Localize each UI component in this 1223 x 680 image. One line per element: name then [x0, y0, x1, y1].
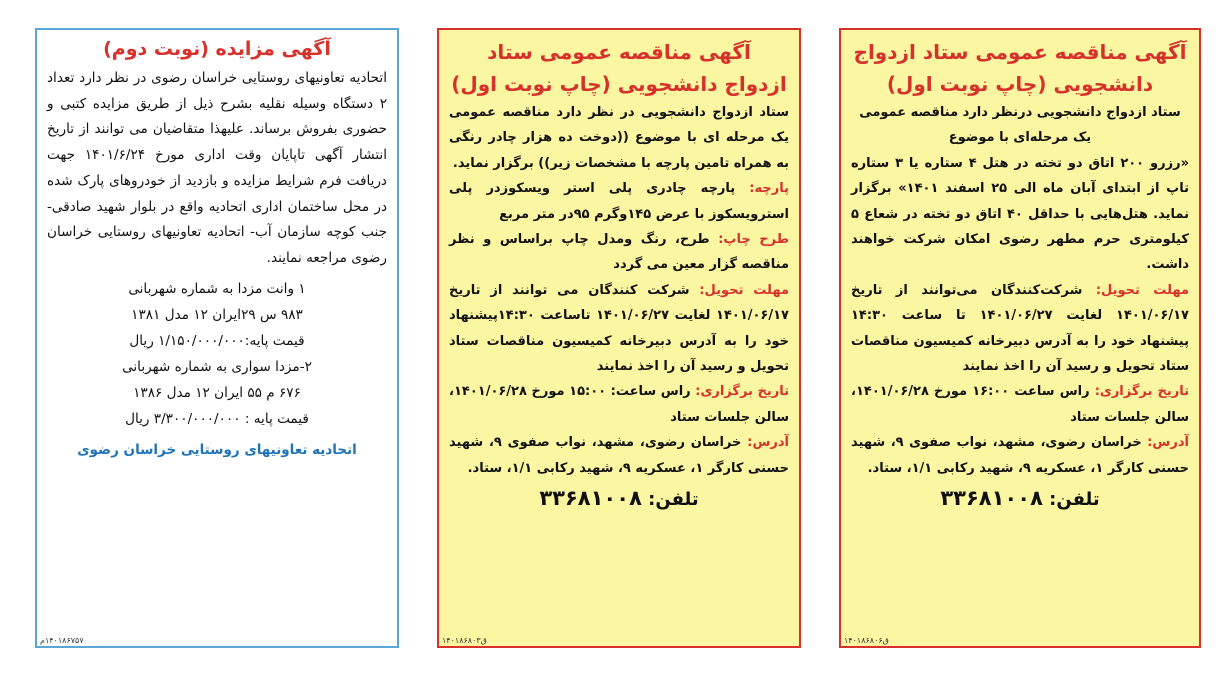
date-text: راس ساعت: ۱۵:۰۰ مورخ ۱۴۰۱/۰۶/۲۸، سالن جلسات ستاد	[449, 384, 789, 425]
tender-intro: ستاد ازدواج دانشجویی در نظر دارد مناقصه عمومی یک مرحله ای با موضوع ((دوخت ده هزار چادر رنگی به همراه تامین پارچه با مشخصات زیر)) برگزار نماید.	[449, 105, 789, 171]
fabric-spec	[449, 176, 789, 227]
title-line: آگهی مناقصه عمومی ستاد ازدواج	[853, 40, 1187, 64]
ad-code: ق۱۴۰۱۸۶۸۰۳	[442, 636, 487, 645]
deadline-section	[851, 278, 1189, 380]
auction-signature: اتحادیه تعاونیهای روستایی خراسان رضوی	[77, 441, 357, 458]
tender-ad-chador	[437, 28, 801, 648]
tender-title	[851, 36, 1189, 100]
deadline-text: شرکت‌کنندگان می‌توانند از تاریخ ۱۴۰۱/۰۶/۱۷ لغایت ۱۴۰۱/۰۶/۲۷ تا ساعت ۱۴:۳۰ پیشنهاد خود را به آدرس دبیرخانه کمیسیون مناقصات ستاد تحویل و رسید آن را اخذ نمایند	[851, 282, 1189, 375]
date-label: تاریخ برگزاری:	[1094, 384, 1189, 400]
date-label: تاریخ برگزاری:	[695, 384, 789, 400]
auction-body: اتحادیه تعاونیهای روستایی خراسان رضوی در نظر دارد تعداد ۲ دستگاه وسیله نقلیه بشرح ذیل از طریق مزایده کتبی و حضوری بفروش برساند. علیهذا متقاضیان می توانند از تاریخ انتشار آگهی تاپایان وقت اداری مورخ ۱۴۰۱/۶/۲۴ جهت دریافت فرم شرایط مزایده و بازدید از خودروهای پارک شده در محل ساختمان اداری اتحادیه واقع در بلوار شهید صادقی-جنب کوچه سازمان آب- اتحادیه تعاونیهای روستایی خراسان رضوی مراجعه نمایند.	[47, 70, 387, 266]
date-section	[449, 379, 789, 430]
tender-subject: «رزرو ۲۰۰ اتاق دو تخته در هتل ۴ ستاره یا ۳ ستاره تاپ از ابتدای آبان ماه الی ۲۵ اسفند ۱۴۰۱» برگزار نماید. هتل‌هایی با حداقل ۴۰ اتاق دو تخته در شعاع ۵ کیلومتری حرم مطهر رضوی امکان شرکت خواهند داشت.	[851, 155, 1189, 273]
vehicle-line: قیمت پایه:۱/۱۵۰/۰۰۰/۰۰۰ ریال	[129, 332, 305, 349]
address-label: آدرس:	[747, 435, 789, 451]
ad-code: ۱۴۰۱۸۶۷۵۷م	[40, 636, 84, 645]
auction-ad	[35, 28, 399, 648]
vehicle-line: ۱ وانت مزدا به شماره شهربانی	[128, 280, 306, 297]
title-line: دانشجویی (چاپ نوبت اول)	[886, 72, 1154, 96]
vehicle-line: ۲-مزدا سواری به شماره شهربانی	[122, 358, 312, 375]
vehicle-line: ۹۸۳ س ۲۹ایران ۱۲ مدل ۱۳۸۱	[131, 306, 303, 323]
phone-label: تلفن:	[648, 489, 699, 511]
address-label: آدرس:	[1147, 435, 1189, 451]
phone-number: ۳۳۶۸۱۰۰۸	[940, 486, 1043, 511]
vehicle-line: قیمت پایه : ۳/۳۰۰/۰۰۰/۰۰۰ ریال	[125, 410, 309, 427]
phone-number: ۳۳۶۸۱۰۰۸	[539, 486, 642, 511]
tender-intro: ستاد ازدواج دانشجویی درنظر دارد مناقصه عمومی یک مرحله‌ای با موضوع	[859, 105, 1181, 146]
phone-label: تلفن:	[1049, 489, 1100, 511]
vehicle-line: ۶۷۶ م ۵۵ ایران ۱۲ مدل ۱۳۸۶	[133, 384, 301, 401]
auction-title: آگهی مزایده (نوبت دوم)	[103, 38, 331, 60]
address-section	[449, 430, 789, 481]
print-text: طرح، رنگ ومدل چاپ براساس و نظر مناقصه گزار معین می گردد	[449, 232, 789, 273]
deadline-label: مهلت تحویل:	[1095, 282, 1190, 298]
tender-title	[449, 36, 789, 100]
fabric-text: پارچه چادری پلی استر ویسکوزدر پلی استرویسکوز با عرض ۱۴۵وگرم ۹۵در متر مربع	[449, 181, 789, 222]
address-text: خراسان رضوی، مشهد، نواب صفوی ۹، شهید حسنی کارگر ۱، عسکریه ۹، شهید رکابی ۱/۱، ستاد.	[851, 435, 1189, 476]
deadline-text: شرکت کنندگان می توانند از تاریخ ۱۴۰۱/۰۶/۱۷ لغایت ۱۴۰۱/۰۶/۲۷ تاساعت ۱۴:۳۰پیشنهاد خود را به آدرس دبیرخانه کمیسیون مناقصات ستاد تحویل و رسید آن را اخذ نمایند	[449, 282, 789, 375]
fabric-label: پارچه:	[749, 181, 789, 197]
date-section	[851, 379, 1189, 430]
phone-line	[851, 483, 1189, 515]
address-text: خراسان رضوی، مشهد، نواب صفوی ۹، شهید حسنی کارگر ۱، عسکریه ۹، شهید رکابی ۱/۱، ستاد.	[449, 435, 789, 476]
address-section	[851, 430, 1189, 481]
ad-code: ق۱۴۰۱۸۶۸۰۶	[844, 636, 889, 645]
print-spec	[449, 227, 789, 278]
print-label: طرح چاپ:	[718, 232, 789, 248]
tender-ad-hotel	[839, 28, 1201, 648]
vehicle-list	[47, 276, 387, 432]
deadline-section	[449, 278, 789, 380]
date-text: راس ساعت ۱۶:۰۰ مورخ ۱۴۰۱/۰۶/۲۸، سالن جلسات ستاد	[851, 384, 1189, 425]
title-line: آگهی مناقصه عمومی ستاد	[487, 40, 751, 64]
title-line: ازدواج دانشجویی (چاپ نوبت اول)	[451, 72, 787, 96]
deadline-label: مهلت تحویل:	[699, 282, 789, 298]
phone-line	[449, 483, 789, 515]
